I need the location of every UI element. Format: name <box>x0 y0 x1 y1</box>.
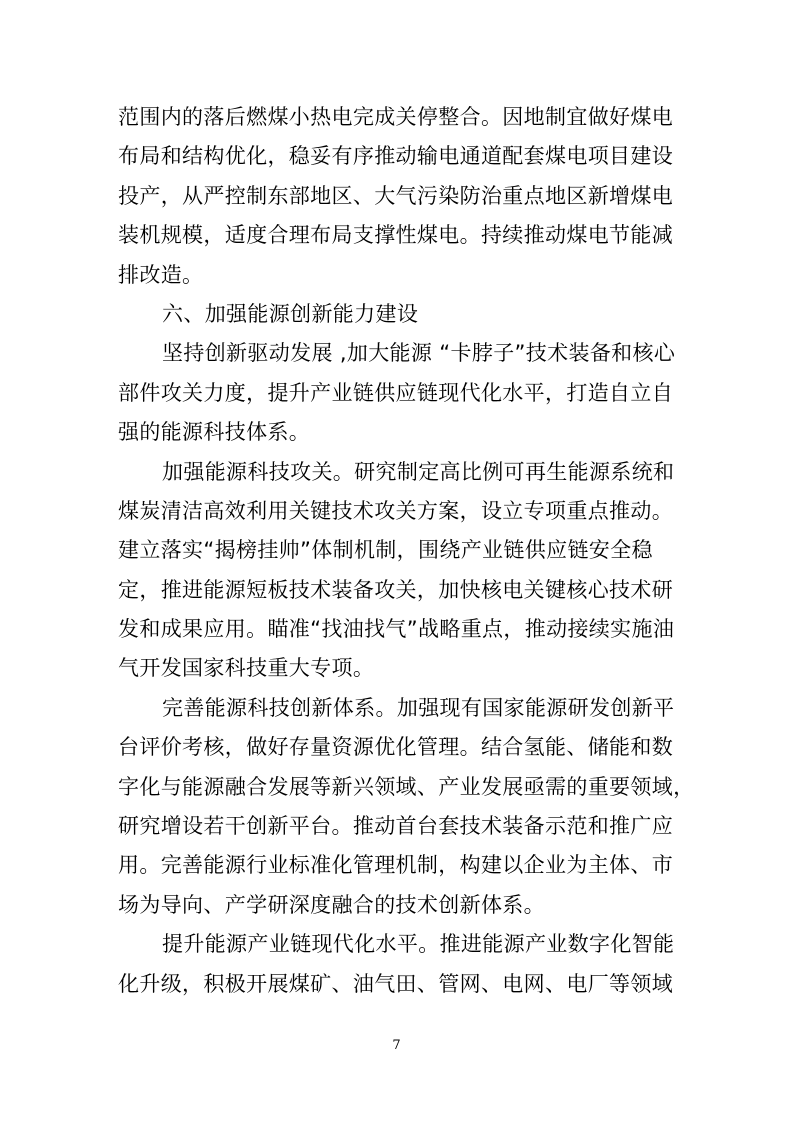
page-number: 7 <box>392 1038 401 1053</box>
text-line: 范围内的落后燃煤小热电完成关停整合。因地制宜做好煤电 <box>118 105 674 129</box>
text-line: 排改造。 <box>118 262 204 287</box>
text-line: 气开发国家科技重大专项。 <box>118 656 375 681</box>
text-line: 用。完善能源行业标准化管理机制，构建以企业为主体、市 <box>118 853 674 878</box>
text-line: 提升能源产业链现代化水平。推进能源产业数字化智能 <box>162 932 675 957</box>
text-line: 台评价考核，做好存量资源优化管理。结合氢能、储能和数 <box>118 735 674 760</box>
text-line: 加强能源科技攻关。研究制定高比例可再生能源系统和 <box>162 459 675 484</box>
text-line: 研究增设若干创新平台。推动首台套技术装备示范和推广应 <box>118 814 674 839</box>
text-line: 完善能源科技创新体系。加强现有国家能源研发创新平 <box>162 695 675 720</box>
text-line: 装机规模，适度合理布局支撑性煤电。持续推动煤电节能减 <box>118 223 674 248</box>
body-text <box>118 98 695 1004</box>
text-line: 强的能源科技体系。 <box>118 420 311 445</box>
text-line: 投产，从严控制东部地区、大气污染防治重点地区新增煤电 <box>118 183 674 208</box>
text-line: 字化与能源融合发展等新兴领域、产业发展亟需的重要领域， <box>118 774 695 799</box>
text-line: 部件攻关力度，提升产业链供应链现代化水平，打造自立自 <box>118 380 674 405</box>
text-line: 坚持创新驱动发展 ,加大能源 “卡脖子”技术装备和核心 <box>162 341 676 366</box>
text-line: 场为导向、产学研深度融合的技术创新体系。 <box>118 892 545 917</box>
text-line: 化升级，积极开展煤矿、油气田、管网、电网、电厂等领域 <box>118 971 674 996</box>
text-line: 建立落实“揭榜挂帅”体制机制，围绕产业链供应链安全稳 <box>118 538 653 563</box>
text-line: 煤炭清洁高效利用关键技术攻关方案，设立专项重点推动。 <box>118 498 674 523</box>
text-line: 发和成果应用。瞄准“找油找气”战略重点，推动接续实施油 <box>118 617 675 642</box>
text-line: 布局和结构优化，稳妥有序推动输电通道配套煤电项目建设 <box>118 144 674 169</box>
section-heading: 六、加强能源创新能力建设 <box>162 301 419 326</box>
text-line: 定，推进能源短板技术装备攻关，加快核电关键核心技术研 <box>118 577 674 602</box>
